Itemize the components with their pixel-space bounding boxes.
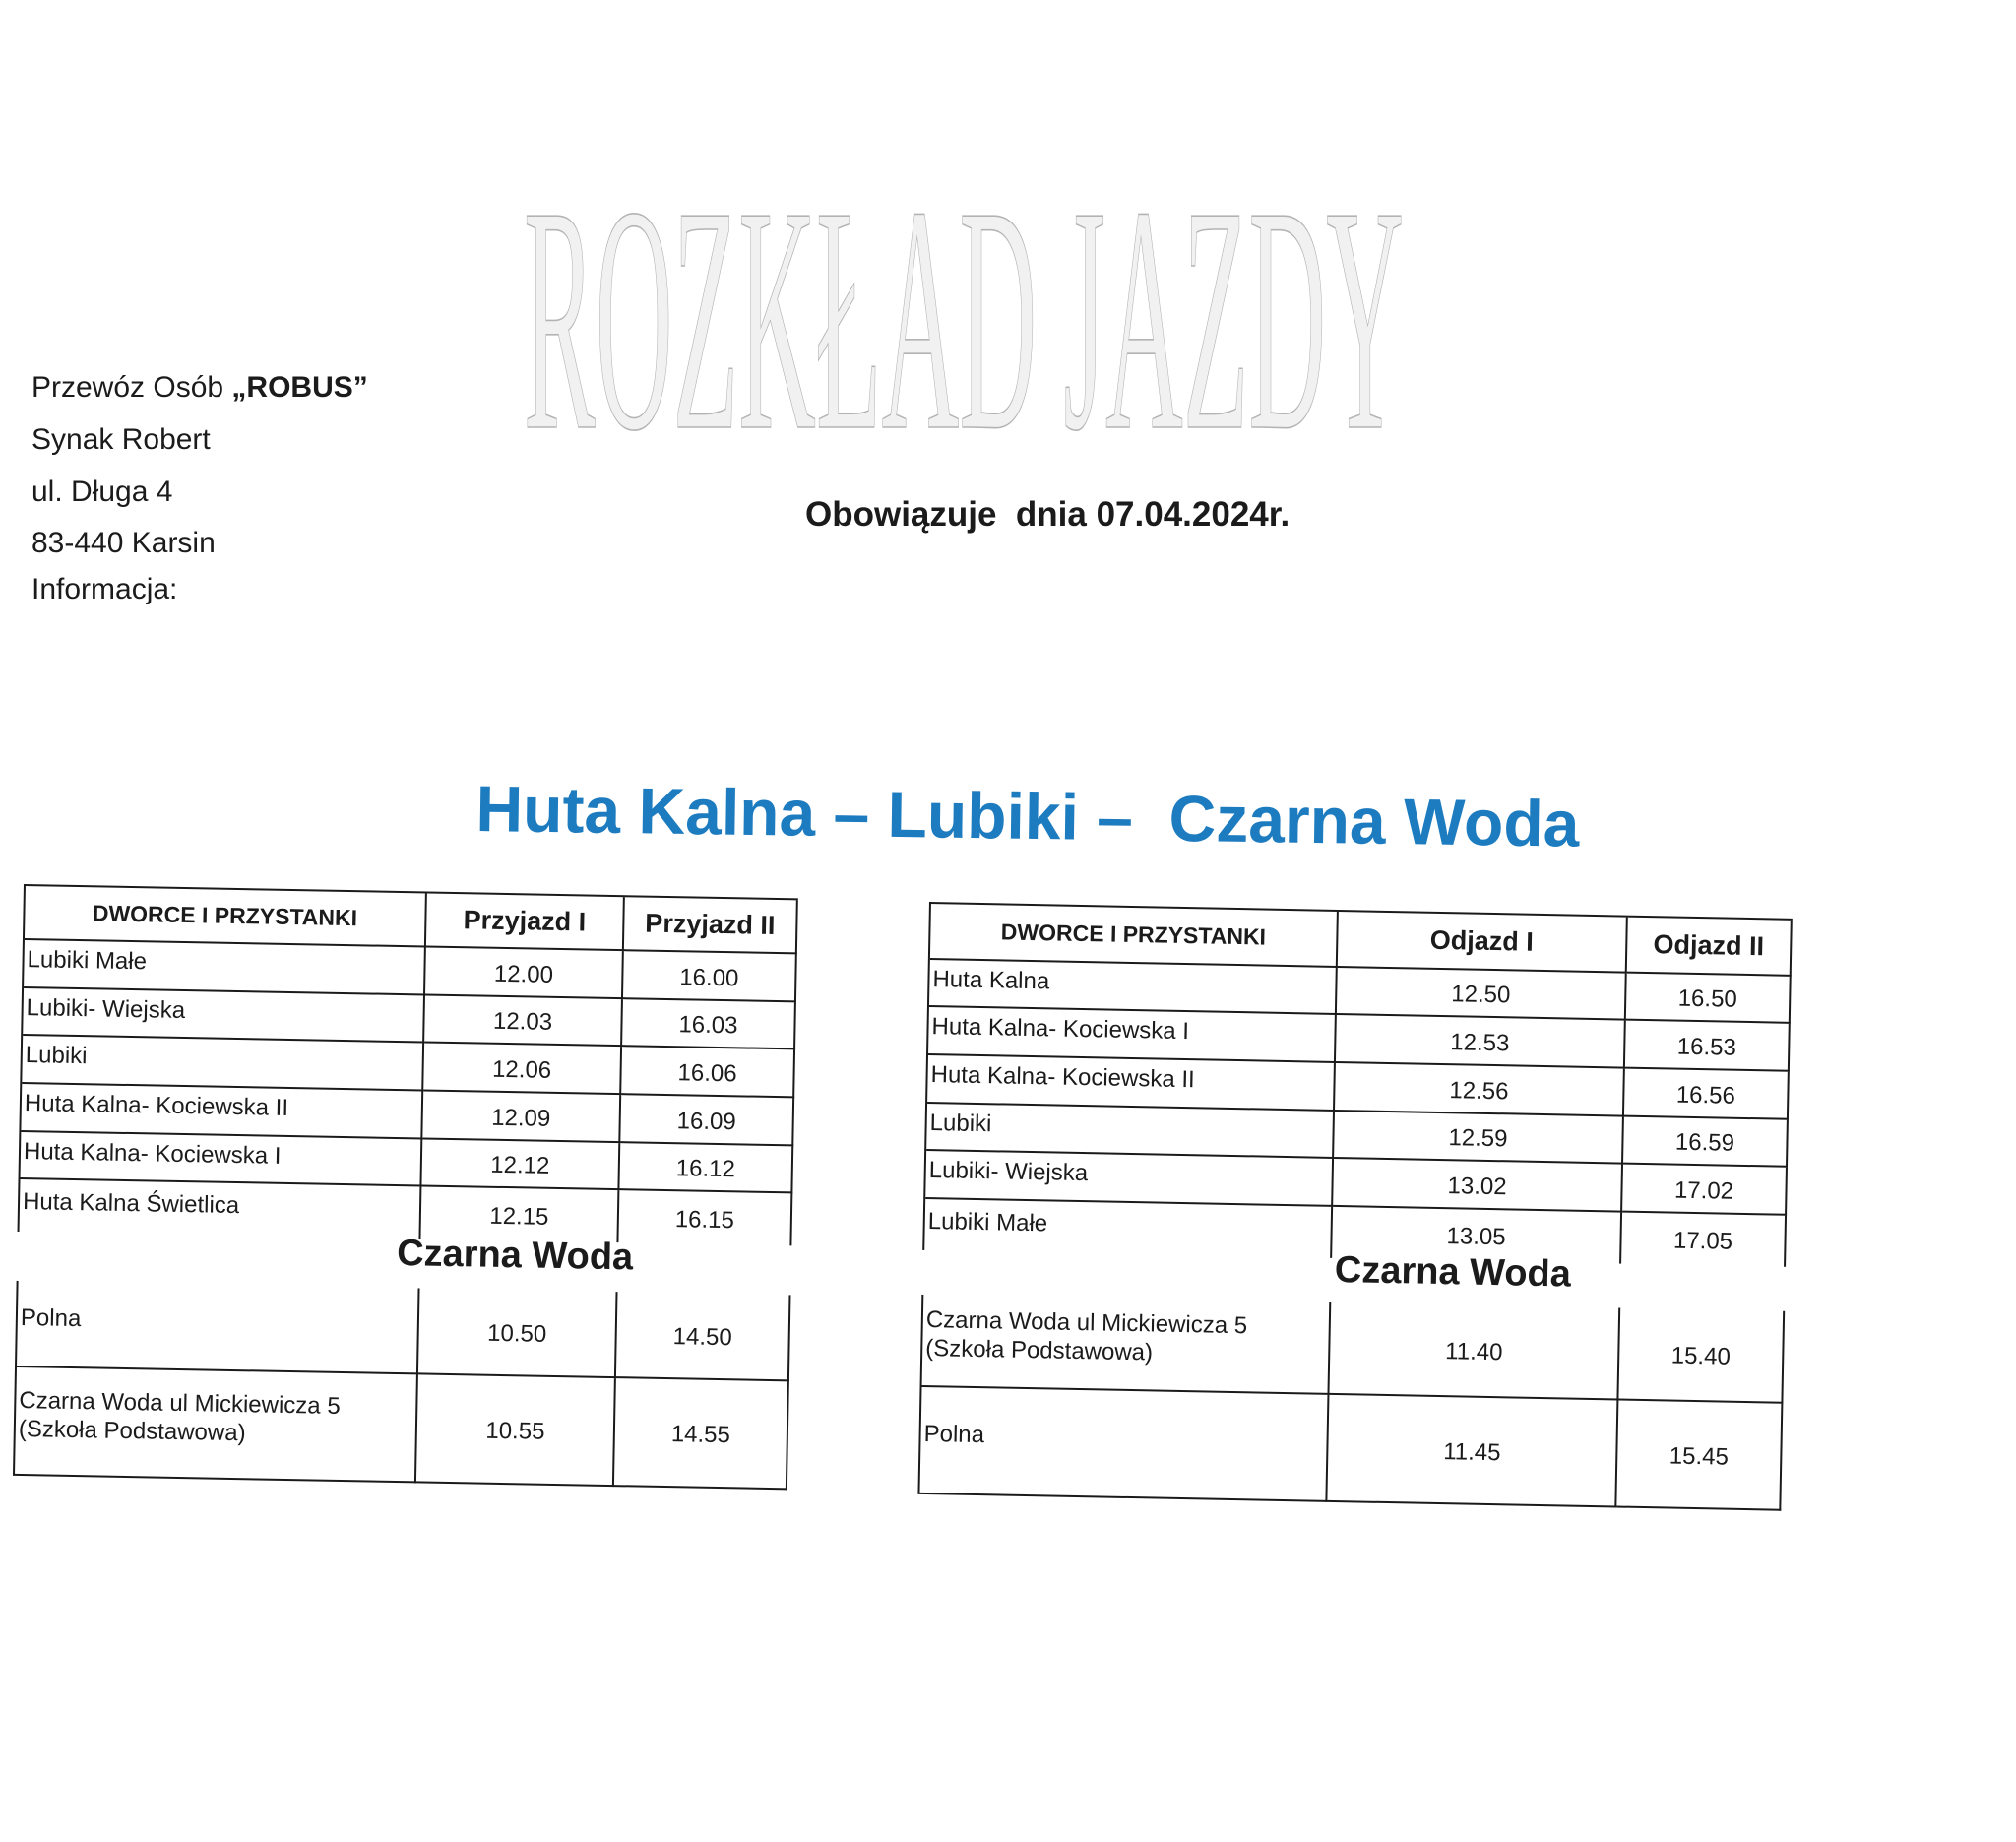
arrival-time-1: 12.06 <box>423 1043 622 1095</box>
stop-name: Polna <box>17 1281 420 1374</box>
table-row <box>919 1387 1783 1511</box>
section-label-czarna-woda: Czarna Woda <box>1334 1248 1572 1296</box>
departure-time-1: 12.50 <box>1337 968 1627 1021</box>
stop-name: Lubiki- Wiejska <box>925 1151 1334 1207</box>
stop-name: Polna <box>919 1387 1329 1502</box>
arrival-time-1: 12.15 <box>420 1186 619 1242</box>
stop-name: Lubiki Małe <box>24 940 426 995</box>
departure-time-2: 15.40 <box>1618 1308 1785 1404</box>
departure-time-2: 17.02 <box>1622 1165 1788 1216</box>
stop-name: Huta Kalna- Kociewska I <box>21 1132 423 1186</box>
company-street: ul. Długa 4 <box>32 476 173 508</box>
arrivals-main-section <box>18 884 798 1245</box>
arrival-time-2: 14.55 <box>614 1378 789 1490</box>
departure-time-1: 12.53 <box>1336 1015 1626 1069</box>
route-title: Huta Kalna – Lubiki – Czarna Woda <box>475 772 1580 860</box>
arrival-time-1: 12.09 <box>422 1091 621 1143</box>
departure-time-1: 11.40 <box>1329 1302 1620 1401</box>
header-stops: DWORCE I PRZYSTANKI <box>930 904 1339 968</box>
stop-name: Czarna Woda ul Mickiewicza 5 (Szkoła Podstawowa) <box>922 1295 1332 1395</box>
header-arrival-1: Przyjazd I <box>426 894 625 952</box>
company-info-label: Informacja: <box>32 573 178 605</box>
header-departure-2: Odjazd II <box>1627 918 1793 977</box>
stop-name: Huta Kalna- Kociewska II <box>927 1055 1336 1112</box>
arrival-time-2: 16.15 <box>618 1190 792 1245</box>
stop-name: Lubiki <box>926 1104 1335 1159</box>
departures-main-section <box>922 902 1793 1267</box>
arrival-time-2: 16.09 <box>620 1095 794 1146</box>
stop-name: Lubiki <box>22 1036 424 1091</box>
company-owner: Synak Robert <box>32 423 211 456</box>
departure-time-1: 11.45 <box>1327 1395 1618 1508</box>
title-graphic <box>512 140 1418 497</box>
stop-name: Lubiki- Wiejska <box>23 988 425 1043</box>
departure-time-2: 16.56 <box>1624 1069 1790 1120</box>
valid-from-date: Obowiązuje dnia 07.04.2024r. <box>805 495 1291 534</box>
arrival-time-2: 14.50 <box>616 1292 791 1381</box>
departures-czarna-woda-section <box>917 1295 1785 1511</box>
departure-time-1: 12.59 <box>1334 1112 1624 1165</box>
company-name: „ROBUS” <box>231 371 368 404</box>
stop-name: Huta Kalna <box>929 960 1338 1015</box>
section-label-czarna-woda: Czarna Woda <box>396 1233 634 1279</box>
document-title: ROZKŁAD JAZDY <box>524 140 1404 497</box>
departure-time-2: 16.50 <box>1626 974 1792 1024</box>
table-row <box>17 1281 790 1381</box>
stop-name: Huta Kalna- Kociewska I <box>928 1007 1337 1063</box>
arrival-time-1: 12.03 <box>424 995 623 1047</box>
departure-time-2: 16.53 <box>1625 1021 1791 1072</box>
arrival-time-2: 16.06 <box>621 1047 795 1098</box>
table-row <box>922 1295 1786 1404</box>
departure-time-1: 13.02 <box>1333 1159 1623 1213</box>
departure-time-2: 15.45 <box>1616 1401 1783 1511</box>
company-city: 83-440 Karsin <box>32 527 216 559</box>
header-stops: DWORCE I PRZYSTANKI <box>25 886 427 947</box>
stop-name: Czarna Woda ul Mickiewicza 5 (Szkoła Podstawowa) <box>15 1367 418 1483</box>
arrival-time-1: 12.00 <box>425 948 624 1000</box>
arrival-time-1: 10.50 <box>418 1288 618 1378</box>
arrival-time-2: 16.03 <box>622 999 796 1049</box>
departure-time-1: 12.56 <box>1335 1063 1625 1117</box>
stop-name: Huta Kalna- Kociewska II <box>21 1084 423 1139</box>
arrivals-czarna-woda-section <box>13 1281 790 1490</box>
departure-time-2: 16.59 <box>1623 1117 1789 1168</box>
departure-time-1: 13.05 <box>1332 1207 1622 1264</box>
header-arrival-2: Przyjazd II <box>624 897 798 954</box>
stop-name: Huta Kalna Świetlica <box>20 1179 422 1239</box>
departure-time-2: 17.05 <box>1621 1213 1787 1267</box>
header-departure-1: Odjazd I <box>1338 912 1628 974</box>
arrival-time-1: 12.12 <box>421 1139 620 1190</box>
arrival-time-2: 16.12 <box>619 1143 793 1193</box>
table-row <box>15 1367 789 1490</box>
company-name-line <box>32 373 368 403</box>
stop-name: Lubiki Małe <box>924 1199 1333 1258</box>
company-prefix: Przewóz Osób <box>32 371 232 404</box>
arrival-time-2: 16.00 <box>623 951 797 1002</box>
arrival-time-1: 10.55 <box>416 1374 616 1487</box>
